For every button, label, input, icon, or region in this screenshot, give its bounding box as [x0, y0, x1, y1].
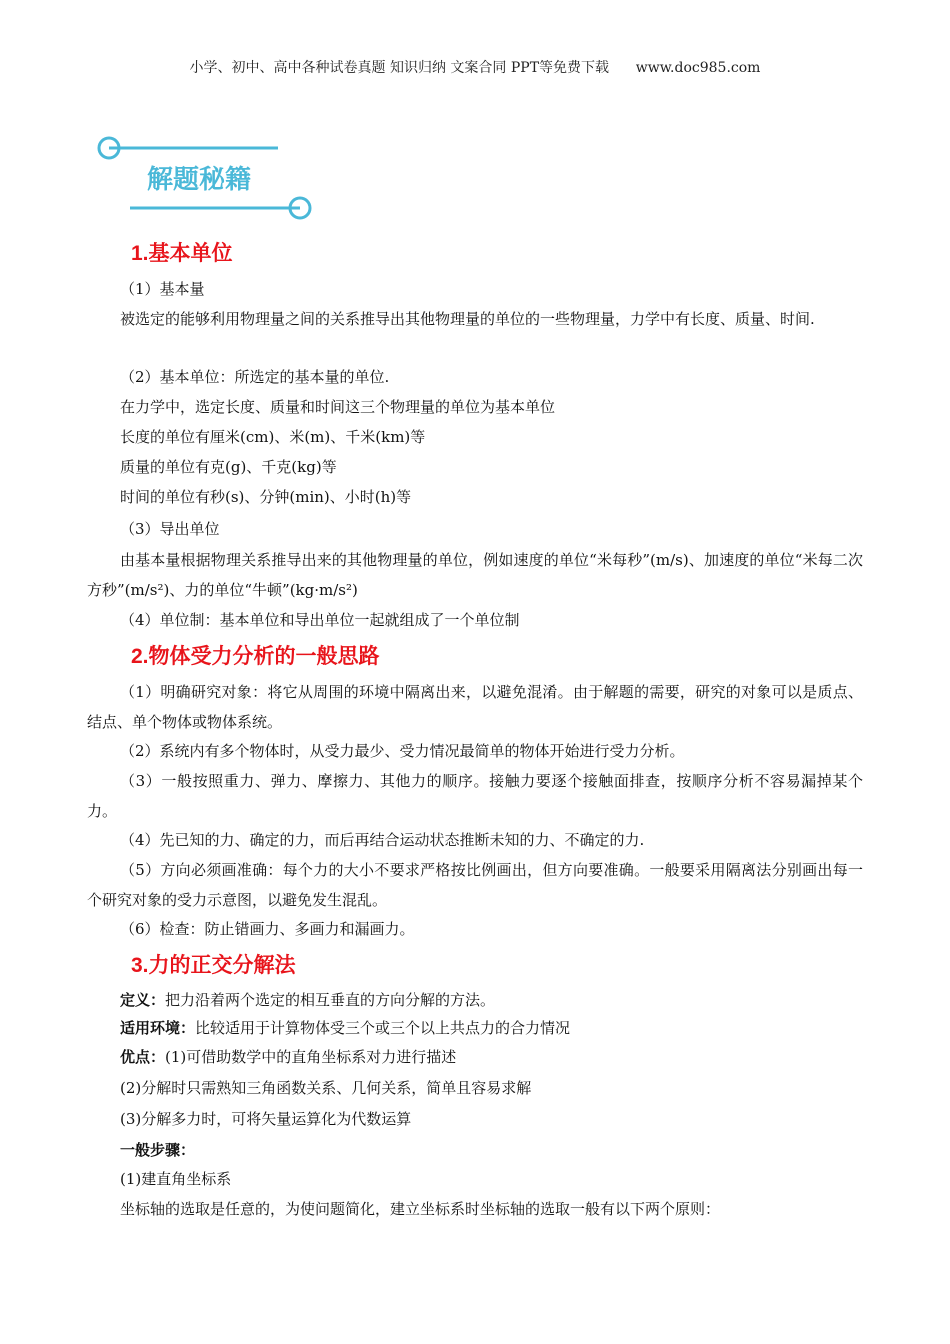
item-text: (1)可借助数学中的直角坐标系对力进行描述 [165, 1048, 457, 1066]
section-heading: 1.基本单位 [131, 242, 233, 265]
paragraph: （6）检查：防止错画力、多画力和漏画力。 [120, 920, 415, 938]
paragraph: 被选定的能够利用物理量之间的关系推导出其他物理量的单位的一些物理量，力学中有长度、质量、时间. [120, 310, 815, 328]
list-item [87, 986, 863, 1016]
item-text: 坐标轴的选取是任意的，为使问题简化，建立坐标系时坐标轴的选取一般有以下两个原则： [120, 1200, 721, 1218]
paragraph: 由基本量根据物理关系推导出来的其他物理量的单位，例如速度的单位“米每秒”(m/s)、加速度的单位“米每二次方秒”(m/s²)、力的单位“牛顿”(kg·m/s²) [87, 551, 863, 599]
paragraph: （4）单位制：基本单位和导出单位一起就组成了一个单位制 [120, 611, 520, 629]
list-item [87, 1074, 863, 1104]
paragraph: （2）系统内有多个物体时，从受力最少、受力情况最简单的物体开始进行受力分析。 [120, 742, 685, 760]
section-heading: 2.物体受力分析的一般思路 [131, 645, 380, 668]
item-text: (3)分解多力时，可将矢量运算化为代数运算 [120, 1110, 412, 1128]
paragraph: （3）导出单位 [120, 520, 220, 538]
header-text: 小学、初中、高中各种试卷真题 知识归纳 文案合同 PPT等免费下载 [189, 60, 610, 76]
list-item [87, 1165, 863, 1195]
paragraph: （4）先已知的力、确定的力，而后再结合运动状态推断未知的力、不确定的力. [120, 831, 645, 849]
item-text: 比较适用于计算物体受三个或三个以上共点力的合力情况 [195, 1019, 571, 1037]
item-label: 适用环境： [120, 1019, 196, 1037]
item-label: 定义： [120, 991, 166, 1009]
item-text: (2)分解时只需熟知三角函数关系、几何关系，简单且容易求解 [120, 1079, 532, 1097]
banner-decoration-icon [92, 130, 322, 225]
item-label: 优点： [120, 1048, 166, 1066]
section-banner [92, 130, 322, 225]
list-item [87, 1195, 863, 1225]
paragraph: 时间的单位有秒(s)、分钟(min)、小时(h)等 [120, 488, 412, 506]
page-header [0, 57, 950, 77]
paragraph: （1）明确研究对象：将它从周围的环境中隔离出来，以避免混淆。由于解题的需要，研究的对象可以是质点、结点、单个物体或物体系统。 [87, 683, 863, 731]
paragraph: 质量的单位有克(g)、千克(kg)等 [120, 458, 337, 476]
item-label: 一般步骤： [120, 1141, 196, 1159]
header-url: www.doc985.com [635, 60, 761, 76]
paragraph: （3）一般按照重力、弹力、摩擦力、其他力的顺序。接触力要逐个接触面排查，按顺序分析不容易漏掉某个力。 [87, 772, 863, 820]
paragraph: （2）基本单位：所选定的基本量的单位. [120, 368, 390, 386]
paragraph: （5）方向必须画准确：每个力的大小不要求严格按比例画出，但方向要准确。一般要采用隔离法分别画出每一个研究对象的受力示意图，以避免发生混乱。 [87, 861, 863, 909]
paragraph: 在力学中，选定长度、质量和时间这三个物理量的单位为基本单位 [120, 398, 556, 416]
item-text: (1)建直角坐标系 [120, 1170, 232, 1188]
item-text: 把力沿着两个选定的相互垂直的方向分解的方法。 [165, 991, 496, 1009]
section-heading: 3.力的正交分解法 [131, 954, 296, 977]
list-item [87, 1043, 863, 1073]
banner-title: 解题秘籍 [147, 165, 252, 195]
paragraph: （1）基本量 [120, 280, 205, 298]
list-item [87, 1014, 863, 1044]
list-item [87, 1105, 863, 1135]
paragraph: 长度的单位有厘米(cm)、米(m)、千米(km)等 [120, 428, 426, 446]
list-item [87, 1136, 863, 1166]
